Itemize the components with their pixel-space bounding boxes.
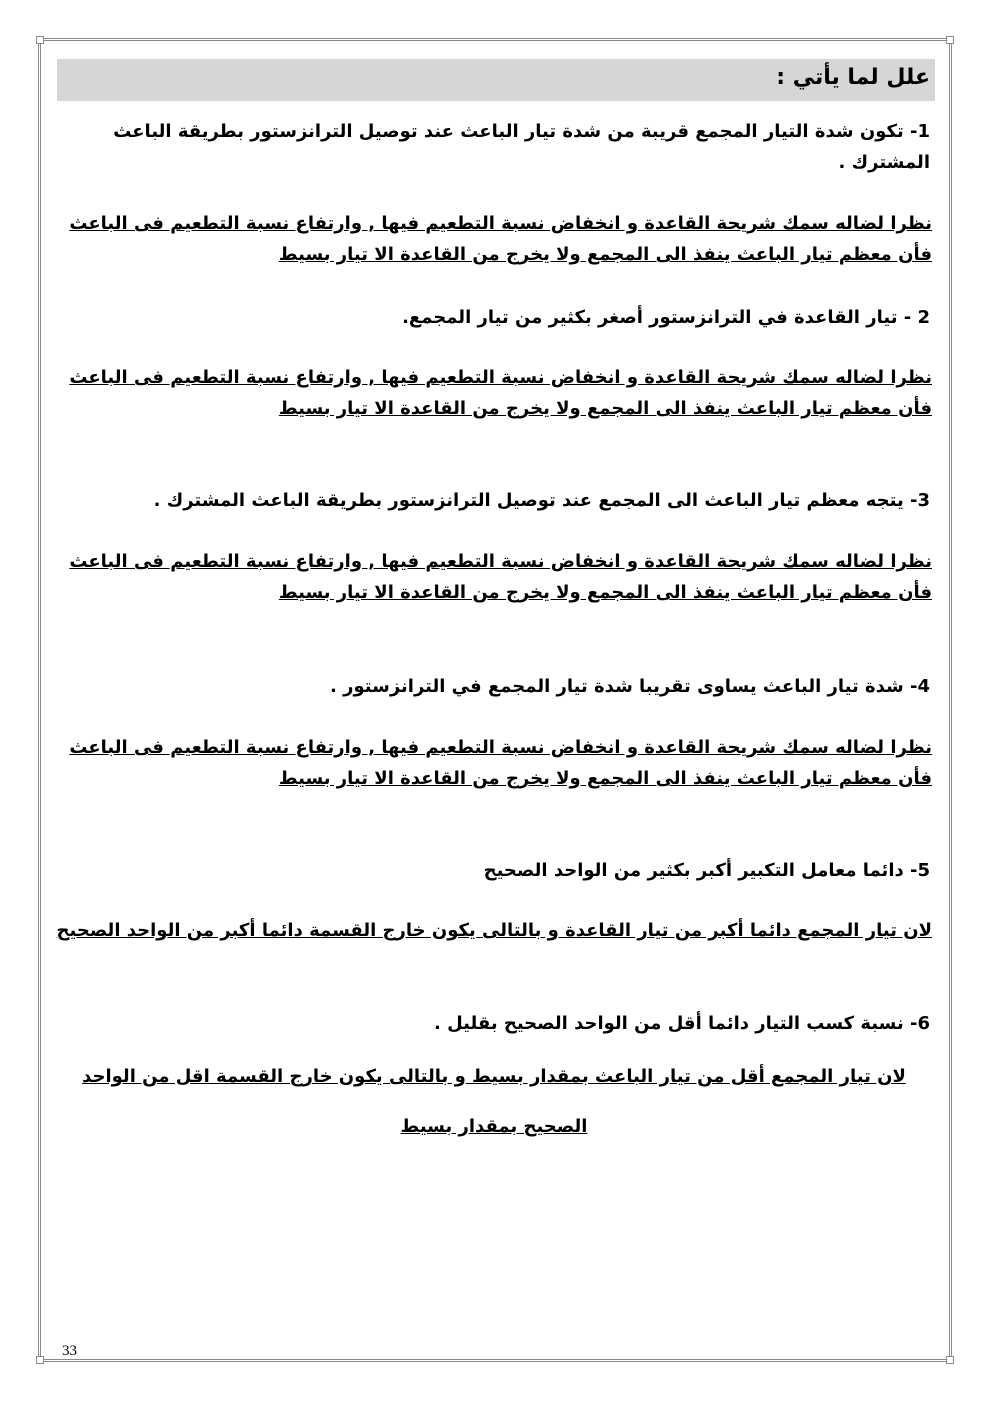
question-2: 2 - تيار القاعدة في الترانزستور أصغر بكثير من تيار المجمع.	[402, 307, 930, 328]
question-6: 6- نسبة كسب التيار دائما أقل من الواحد الصحيح بقليل .	[434, 1013, 930, 1034]
answer-6: لان تيار المجمع أقل من تيار الباعث بمقدار بسيط و بالتالى يكون خارج القسمة اقل من الواحد الصحيح بمقدار بسيط	[82, 1066, 906, 1137]
answer-3: نظرا لضاله سمك شريحة القاعدة و انخفاض نسبة التطعيم فيها , وارتفاع نسبة التطعيم فى الباعث فأن معظم تيار الباعث ينفذ الى المجمع ولا يخرج من القاعدة الا تيار بسيط	[69, 551, 932, 603]
border-corner	[36, 36, 44, 44]
page-title: علل لما يأتي :	[57, 59, 935, 101]
page-number: 33	[62, 1343, 77, 1359]
question-4: 4- شدة تيار الباعث يساوى تقريبا شدة تيار المجمع في الترانزستور .	[330, 676, 930, 697]
border-corner	[946, 36, 954, 44]
question-1: 1- تكون شدة التيار المجمع قريبة من شدة تيار الباعث عند توصيل الترانزستور بطريقة الباعث المشترك .	[113, 121, 930, 173]
answer-5: لان تيار المجمع دائما أكبر من تيار القاعدة و بالتالى يكون خارج القسمة دائما أكبر من الواحد الصحيح	[56, 920, 932, 941]
border-corner	[36, 1356, 44, 1364]
answer-2: نظرا لضاله سمك شريحة القاعدة و انخفاض نسبة التطعيم فيها , وارتفاع نسبة التطعيم فى الباعث فأن معظم تيار الباعث ينفذ الى المجمع ولا يخرج من القاعدة الا تيار بسيط	[69, 367, 932, 419]
answer-4: نظرا لضاله سمك شريحة القاعدة و انخفاض نسبة التطعيم فيها , وارتفاع نسبة التطعيم فى الباعث فأن معظم تيار الباعث ينفذ الى المجمع ولا يخرج من القاعدة الا تيار بسيط	[69, 737, 932, 789]
answer-1: نظرا لضاله سمك شريحة القاعدة و انخفاض نسبة التطعيم فيها , وارتفاع نسبة التطعيم فى الباعث فأن معظم تيار الباعث ينفذ الى المجمع ولا يخرج من القاعدة الا تيار بسيط	[69, 213, 932, 265]
question-5: 5- دائما معامل التكبير أكبر بكثير من الواحد الصحيح	[483, 860, 930, 881]
question-3: 3- يتجه معظم تيار الباعث الى المجمع عند توصيل الترانزستور بطريقة الباعث المشترك .	[153, 490, 930, 511]
border-corner	[946, 1356, 954, 1364]
